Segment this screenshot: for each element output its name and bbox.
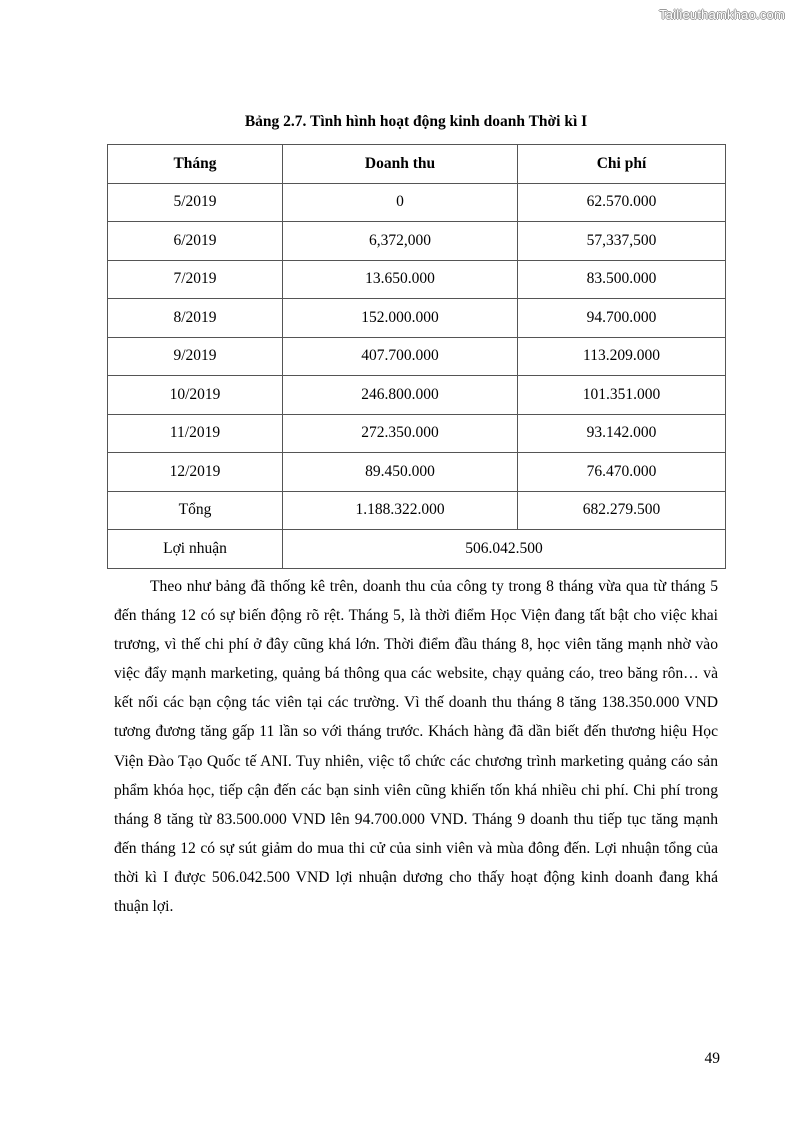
cell-month: 7/2019	[108, 260, 283, 299]
cell-month: 5/2019	[108, 183, 283, 222]
header-cost: Chi phí	[518, 145, 726, 184]
analysis-paragraph: Theo như bảng đã thống kê trên, doanh thu của công ty trong 8 tháng vừa qua từ tháng 5 đến tháng 12 có sự biến động rõ rệt. Tháng 5, là thời điểm Học Viện đang tất bật cho việc khai trương, vì thế chi phí ở đây cũng khá lớn. Thời điểm đầu tháng 8, học viên tăng mạnh nhờ vào việc đẩy mạnh marketing, quảng bá thông qua các website, chạy quảng cáo, treo băng rôn… và kết nối các bạn cộng tác viên tại các trường. Vì thế doanh thu tháng 8 tăng 138.350.000 VND tương đương tăng gấp 11 lần so với tháng trước. Khách hàng đã dần biết đến thương hiệu Học Viện Đào Tạo Quốc tế ANI. Tuy nhiên, việc tổ chức các chương trình marketing quảng cáo sản phẩm khóa học, tiếp cận đến các bạn sinh viên cũng khiến tốn khá nhiều chi phí. Chi phí trong tháng 8 tăng từ 83.500.000 VND lên 94.700.000 VND. Tháng 9 doanh thu tiếp tục tăng mạnh đến tháng 12 có sự sút giảm do mua thi cử của sinh viên và mùa đông đến. Lợi nhuận tổng của thời kì I được 506.042.500 VND lợi nhuận dương cho thấy hoạt động kinh doanh đang khá thuận lợi.	[114, 578, 718, 916]
cell-cost: 93.142.000	[518, 414, 726, 453]
total-cost: 682.279.500	[518, 491, 726, 530]
cell-cost: 76.470.000	[518, 453, 726, 492]
table-row	[108, 414, 726, 453]
table-row	[108, 337, 726, 376]
cell-month: 10/2019	[108, 376, 283, 415]
header-revenue: Doanh thu	[283, 145, 518, 184]
cell-revenue: 246.800.000	[283, 376, 518, 415]
profit-label: Lợi nhuận	[108, 530, 283, 569]
cell-revenue: 272.350.000	[283, 414, 518, 453]
cell-revenue: 152.000.000	[283, 299, 518, 338]
cell-revenue: 0	[283, 183, 518, 222]
table-row	[108, 222, 726, 261]
cell-month: 11/2019	[108, 414, 283, 453]
cell-month: 9/2019	[108, 337, 283, 376]
watermark: Tailieuthamkhao.com	[659, 7, 785, 22]
header-month: Tháng	[108, 145, 283, 184]
page-number: 49	[704, 1050, 720, 1067]
table-row	[108, 260, 726, 299]
business-table	[107, 144, 726, 569]
total-label: Tổng	[108, 491, 283, 530]
cell-cost: 57,337,500	[518, 222, 726, 261]
profit-value: 506.042.500	[283, 530, 726, 569]
table-row	[108, 376, 726, 415]
table-caption: Bảng 2.7. Tình hình hoạt động kinh doanh Thời kì I	[244, 113, 588, 130]
cell-month: 6/2019	[108, 222, 283, 261]
cell-month: 12/2019	[108, 453, 283, 492]
cell-cost: 83.500.000	[518, 260, 726, 299]
cell-revenue: 13.650.000	[283, 260, 518, 299]
total-revenue: 1.188.322.000	[283, 491, 518, 530]
cell-month: 8/2019	[108, 299, 283, 338]
cell-cost: 62.570.000	[518, 183, 726, 222]
table-total-row	[108, 491, 726, 530]
cell-cost: 94.700.000	[518, 299, 726, 338]
cell-revenue: 6,372,000	[283, 222, 518, 261]
cell-revenue: 89.450.000	[283, 453, 518, 492]
table-row	[108, 299, 726, 338]
table-header-row	[108, 145, 726, 184]
table-row	[108, 453, 726, 492]
cell-revenue: 407.700.000	[283, 337, 518, 376]
table-row	[108, 183, 726, 222]
cell-cost: 113.209.000	[518, 337, 726, 376]
table-profit-row	[108, 530, 726, 569]
cell-cost: 101.351.000	[518, 376, 726, 415]
